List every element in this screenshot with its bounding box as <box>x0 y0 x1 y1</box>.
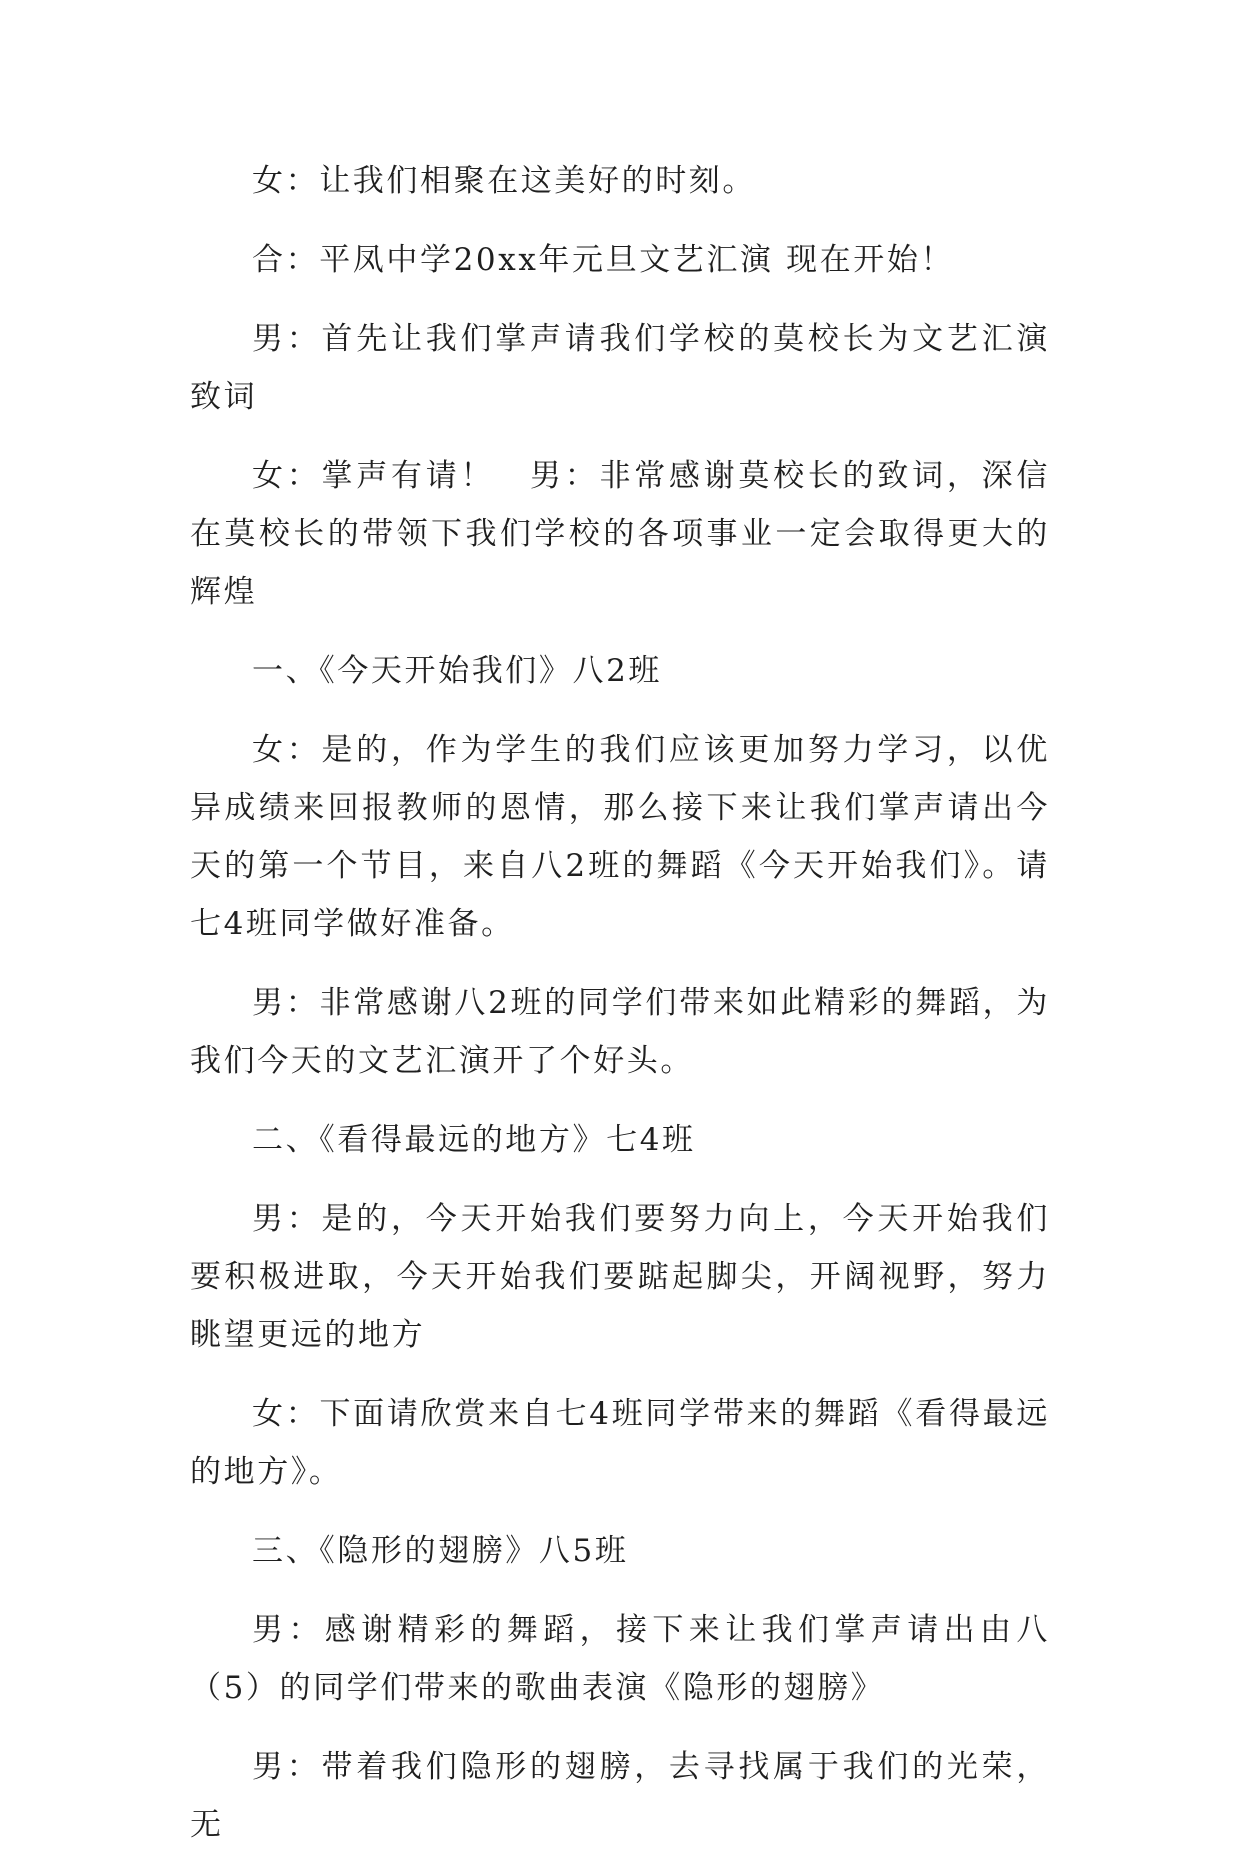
paragraph: 女：掌声有请！ 男：非常感谢莫校长的致词，深信在莫校长的带领下我们学校的各项事业一定会取得更大的辉煌 <box>190 458 1050 610</box>
section-heading: 一、《今天开始我们》八2班 <box>252 653 663 689</box>
paragraph: 女：是的，作为学生的我们应该更加努力学习，以优异成绩来回报教师的恩情，那么接下来让我们掌声请出今天的第一个节目，来自八2班的舞蹈《今天开始我们》。请七4班同学做好准备。 <box>190 732 1050 942</box>
paragraph: 男：带着我们隐形的翅膀，去寻找属于我们的光荣，无 <box>190 1749 1050 1843</box>
paragraph: 男：非常感谢八2班的同学们带来如此精彩的舞蹈，为我们今天的文艺汇演开了个好头。 <box>190 985 1050 1079</box>
paragraph: 男：感谢精彩的舞蹈，接下来让我们掌声请出由八（5）的同学们带来的歌曲表演《隐形的翅膀》 <box>190 1612 1050 1706</box>
paragraph: 女：让我们相聚在这美好的时刻。 <box>252 163 756 199</box>
section-heading: 三、《隐形的翅膀》八5班 <box>252 1533 629 1569</box>
paragraph: 男：是的，今天开始我们要努力向上，今天开始我们要积极进取，今天开始我们要踮起脚尖，开阔视野，努力眺望更远的地方 <box>190 1201 1050 1353</box>
paragraph: 女：下面请欣赏来自七4班同学带来的舞蹈《看得最远的地方》。 <box>190 1396 1050 1490</box>
document-body <box>190 152 1050 1875</box>
section-heading: 二、《看得最远的地方》七4班 <box>252 1122 696 1158</box>
paragraph: 合：平凤中学20xx年元旦文艺汇演 现在开始！ <box>252 242 955 278</box>
paragraph: 男：首先让我们掌声请我们学校的莫校长为文艺汇演致词 <box>190 321 1050 415</box>
